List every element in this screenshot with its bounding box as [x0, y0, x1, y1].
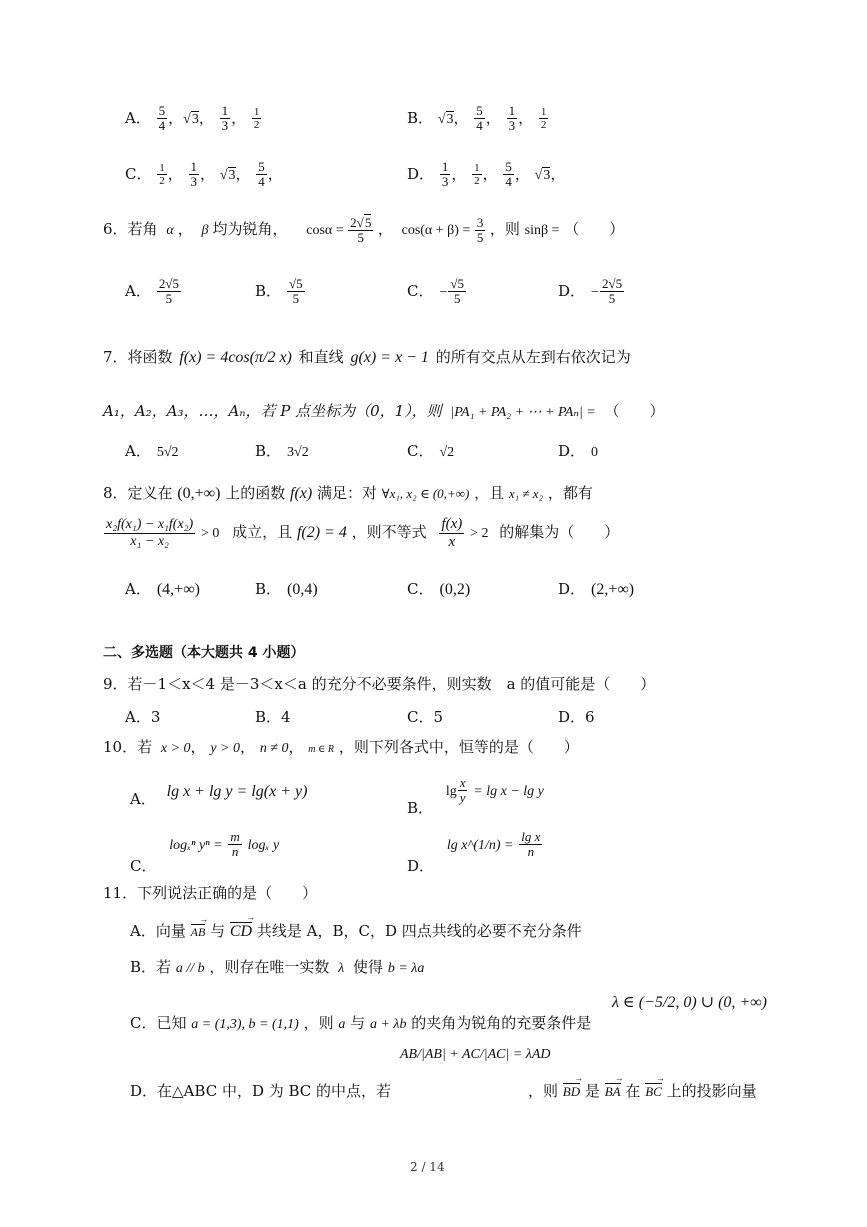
text: ，且: [474, 484, 505, 502]
option-expression: logₓⁿ yⁿ =: [169, 837, 223, 853]
text: 在: [625, 1082, 641, 1100]
option-label: C．: [130, 856, 157, 875]
fraction: $\frac{5}{4}$: [158, 103, 166, 134]
option-label: B．: [407, 798, 434, 817]
q6-option-b: B． $\frac{√5}{5}$: [255, 276, 303, 307]
fraction: $\frac{1}{3}$: [190, 159, 198, 190]
text: > 0: [200, 526, 220, 541]
q5-option-d: D． $\frac{1}{3}$ ， $\frac{1}{2}$ ， $\frac{5}{4}$ ， √3，: [407, 159, 566, 190]
condition-y: y > 0: [210, 741, 241, 756]
condition-m: m ∈ R: [308, 744, 335, 755]
q10-option-d: D． lg x^(1/n) = $\frac{\text{lg x}}{n}$: [407, 829, 541, 875]
q11-option-d: [130, 1080, 391, 1101]
answer-parens: （ ）: [604, 402, 665, 420]
option-expression: = lg x − lg y: [473, 783, 544, 799]
option-label: B．: [407, 108, 434, 127]
text: 的解集为（ ）: [499, 523, 620, 541]
answer-parens: （ ）: [564, 220, 625, 239]
q11-option-d-expression: [400, 1044, 551, 1063]
text: lg: [445, 783, 457, 799]
q6-option-d: D． − $\frac{2√5}{5}$: [558, 276, 623, 307]
fraction: $\frac{1}{3}$: [508, 103, 516, 134]
text: 均为锐角，: [212, 220, 288, 239]
q10-option-c: C． logₓⁿ yⁿ = $\frac{m}{n}$ logₓ y: [130, 829, 280, 875]
vector-a: a: [338, 1017, 346, 1032]
q7-stem-line1: [103, 346, 631, 367]
lambda-symbol: λ: [338, 961, 345, 976]
q5-option-b: B． √3， $\frac{5}{4}$ ， $\frac{1}{3}$ ， $\frac{1}{2}$: [407, 103, 547, 134]
text: 是: [584, 1082, 600, 1100]
text: > 2: [470, 526, 489, 541]
q8-option-d: D． (2,+∞): [558, 580, 635, 598]
q11-stem: 11．下列说法正确的是（ ）: [103, 884, 318, 902]
text: 的夹角为锐角的充要条件是: [411, 1014, 592, 1032]
fraction: $\frac{1}{2}$: [253, 106, 260, 132]
forall-condition: ∀x₁, x₂ ∈ (0,+∞): [381, 486, 470, 501]
vector-bd: BD →: [563, 1084, 580, 1100]
text: ，则: [489, 220, 520, 239]
option-label: D．: [407, 856, 435, 875]
q9-option-b: B．4: [255, 708, 291, 726]
beta-symbol: β: [201, 223, 209, 239]
text: C．已知: [130, 1014, 187, 1032]
option-expression: lg x^(1/n) =: [446, 837, 514, 853]
q11-option-c: [130, 1012, 591, 1033]
parallel-condition: a // b: [175, 961, 205, 976]
text: 上的投影向量: [666, 1082, 757, 1100]
text: 与: [350, 1014, 366, 1032]
text: 8．定义在: [103, 484, 173, 502]
vector-ab: AB →: [191, 925, 206, 940]
q8-option-a: A． (4,+∞): [125, 580, 200, 598]
text: ，则不等式: [351, 523, 427, 541]
text: ，则: [528, 1082, 559, 1100]
text: 成立，且: [232, 523, 293, 541]
fraction: $\frac{1}{2}$: [159, 162, 165, 188]
fraction: $\frac{5}{4}$: [476, 103, 483, 134]
vector-values: a = (1,3), b = (1,1): [191, 1017, 299, 1032]
f2-value: f(2) = 4: [296, 524, 347, 541]
vector-bc: BC →: [645, 1084, 662, 1100]
q8-option-c: C． (0,2): [407, 580, 471, 598]
option-label: C．: [125, 164, 152, 183]
q7-stem-line2: [103, 400, 665, 421]
text: 与: [210, 922, 226, 940]
text: 6．若角: [103, 220, 158, 239]
text: 和直线: [298, 348, 344, 366]
lambda-range: λ ∈ (−5/2, 0) ∪ (0, +∞): [612, 994, 767, 1011]
q7-option-d: D． 0: [558, 442, 599, 460]
q11-option-a: [130, 920, 582, 941]
q11-option-b: [130, 956, 424, 977]
text: A．向量: [130, 922, 186, 940]
q9-option-a: A．3: [125, 708, 161, 726]
text: logₓ y: [247, 837, 280, 853]
domain-interval: (0,+∞): [177, 485, 221, 502]
unit-vector-sum: AB/|AB| + AC/|AC| = λAD: [400, 1047, 551, 1062]
text: ，: [177, 220, 193, 239]
text: D．在△ABC 中，D 为 BC 的中点，若: [130, 1082, 392, 1100]
function-g: g(x) = x − 1: [350, 349, 429, 366]
option-label: D．: [407, 164, 435, 183]
q10-option-a: [130, 783, 308, 809]
text: 共线是 A，B，C，D 四点共线的必要不充分条件: [256, 922, 582, 940]
function-f: f(x) = 4cos(π/2 x): [179, 349, 292, 366]
text: A₁，A₂，A₃，…，Aₙ，若 P 点坐标为（0，1），则: [103, 402, 442, 420]
fraction: $\frac{1}{2}$: [540, 106, 547, 132]
equation: b = λa: [387, 961, 425, 976]
text: ，都有: [547, 484, 593, 502]
q8-stem-line2: [103, 516, 619, 550]
q8-option-b: B． (0,4): [255, 580, 318, 598]
condition-n: n ≠ 0: [259, 741, 289, 756]
q6-option-c: C． − $\frac{√5}{5}$: [407, 276, 465, 307]
q7-option-c: C． √2: [407, 442, 455, 460]
q9-option-c: C．5: [407, 708, 444, 726]
text: 10．若: [103, 738, 153, 756]
section-heading: 二、多选题（本大题共 4 小题）: [103, 645, 305, 661]
text: 的所有交点从左到右依次记为: [435, 348, 631, 366]
monotonic-condition: $\frac{\text{x₂f(x₁) − x₁f(x₂)}}{\text{x₁ − x₂}}$: [106, 517, 194, 549]
cos-alpha-beta-condition: cos(α + β) = $\frac{3}{5}$: [401, 215, 484, 246]
alpha-symbol: α: [166, 223, 174, 239]
condition-x: x > 0: [160, 741, 191, 756]
option-expression: lg x + lg y = lg(x + y): [166, 783, 308, 800]
fraction: $\frac{1}{3}$: [441, 159, 449, 190]
vector-sum-expression: |PA₁ + PA₂ + ⋯ + PAₙ| =: [450, 405, 596, 420]
text: ，则存在唯一实数: [209, 958, 330, 976]
page-number: 2 / 14: [410, 1160, 445, 1174]
q10-option-b: B． lg $\frac{x}{y}$ = lg x − lg y: [407, 775, 544, 817]
q7-option-a: A． 5√2: [125, 442, 179, 460]
q11-option-d-tail: [528, 1080, 757, 1101]
q6-option-a: A． $\frac{2√5}{5}$: [125, 276, 179, 307]
fraction: $\frac{5}{4}$: [505, 159, 512, 190]
vector-sum: a + λb: [369, 1017, 407, 1032]
text: 使得: [353, 958, 384, 976]
fraction: $\frac{1}{2}$: [474, 162, 480, 188]
function-f: f(x): [290, 485, 313, 502]
q5-option-c: C． $\frac{1}{2}$ ， $\frac{1}{3}$ ， √3， $\frac{5}{4}$ ，: [125, 159, 283, 190]
sin-beta-question: sinβ =: [524, 223, 560, 239]
target-inequality: $\frac{f(x)}{x}$: [441, 516, 463, 550]
q11-option-c-condition: [612, 992, 767, 1012]
q8-stem-line1: [103, 482, 593, 503]
option-label: A．: [125, 108, 151, 127]
vector-ba: BA →: [605, 1084, 621, 1100]
text: 满足：对: [316, 484, 377, 502]
q10-stem: 10．若 x > 0， y > 0， n ≠ 0， m ∈ R ，则下列各式中，恒等的是（ ）: [103, 738, 579, 756]
q5-option-a: A． $\frac{5}{4}$ ，√3， $\frac{1}{3}$ ， $\frac{1}{2}$: [125, 103, 260, 134]
option-label: A．: [130, 790, 156, 808]
text: B．若: [130, 958, 172, 976]
cos-alpha-condition: cosα = $\frac{2√5}{5}$: [306, 215, 372, 246]
q9-stem: 9．若－1＜x＜4 是－3＜x＜a 的充分不必要条件，则实数 a 的值可能是（ ）: [103, 675, 656, 693]
text: ，则: [303, 1014, 334, 1032]
q7-option-b: B． 3√2: [255, 442, 309, 460]
distinct-condition: x₁ ≠ x₂: [508, 486, 544, 501]
text: 7．将函数: [103, 348, 173, 366]
q6-stem: 6．若角 α ， β 均为锐角， cosα = $\frac{2√5}{5}$ ， cos(α + β) = $\frac{3}{5}$ ，则 sinβ = （ ）: [103, 215, 625, 246]
vector-cd: CD →: [230, 923, 252, 941]
fraction: $\frac{1}{3}$: [221, 103, 229, 134]
q9-option-d: D．6: [558, 708, 595, 726]
fraction: $\frac{5}{4}$: [258, 159, 265, 190]
text: ，则下列各式中，恒等的是（ ）: [338, 738, 579, 756]
text: 上的函数: [225, 484, 286, 502]
